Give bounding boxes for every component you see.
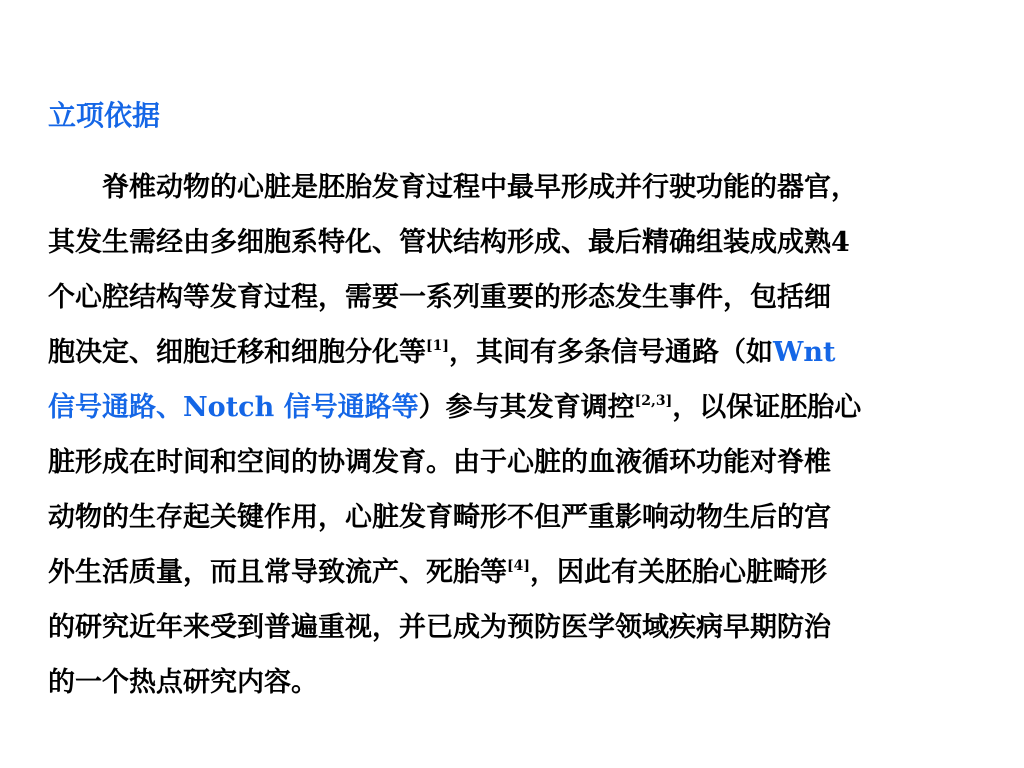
line-8-text-b: ，因此有关胚胎心脏畸形 [530,557,827,588]
citation-2-3: [2,3] [634,393,673,409]
paragraph-line-2: 其发生需经由多细胞系特化、管状结构形成、最后精确组装成成熟4 [48,227,850,258]
paragraph-line-6: 脏形成在时间和空间的协调发育。由于心脏的血液循环功能对脊椎 [48,447,831,478]
paragraph-line-1: 脊椎动物的心脏是胚胎发育过程中最早形成并行驶功能的器官， [48,172,858,203]
paragraph-line-7: 动物的生存起关键作用，心脏发育畸形不但严重影响动物生后的宫 [48,502,831,533]
body-paragraph [48,160,988,710]
line-4-text-b: ，其间有多条信号通路（如 [449,337,773,368]
paragraph-line-5 [48,380,988,435]
paragraph-line-8 [48,545,988,600]
section-heading: 立项依据 [48,99,161,132]
line-8-text-a: 外生活质量，而且常导致流产、死胎等 [48,557,507,588]
line-5-text-a: ）参与其发育调控 [418,392,635,423]
highlight-wnt: Wnt [773,337,836,368]
citation-4: [4] [507,558,530,574]
paragraph-line-4 [48,325,988,380]
paragraph-line-10: 的一个热点研究内容。 [48,667,318,698]
paragraph-line-3: 个心腔结构等发育过程，需要一系列重要的形态发生事件，包括细 [48,282,831,313]
line-4-text-a: 胞决定、细胞迁移和细胞分化等 [48,337,426,368]
highlight-signaling-pathways: 信号通路、Notch 信号通路等 [48,392,419,423]
line-5-text-b: ，以保证胚胎心 [672,392,862,423]
paragraph-line-9: 的研究近年来受到普遍重视，并已成为预防医学领域疾病早期防治 [48,612,831,643]
citation-1: [1] [426,338,449,354]
